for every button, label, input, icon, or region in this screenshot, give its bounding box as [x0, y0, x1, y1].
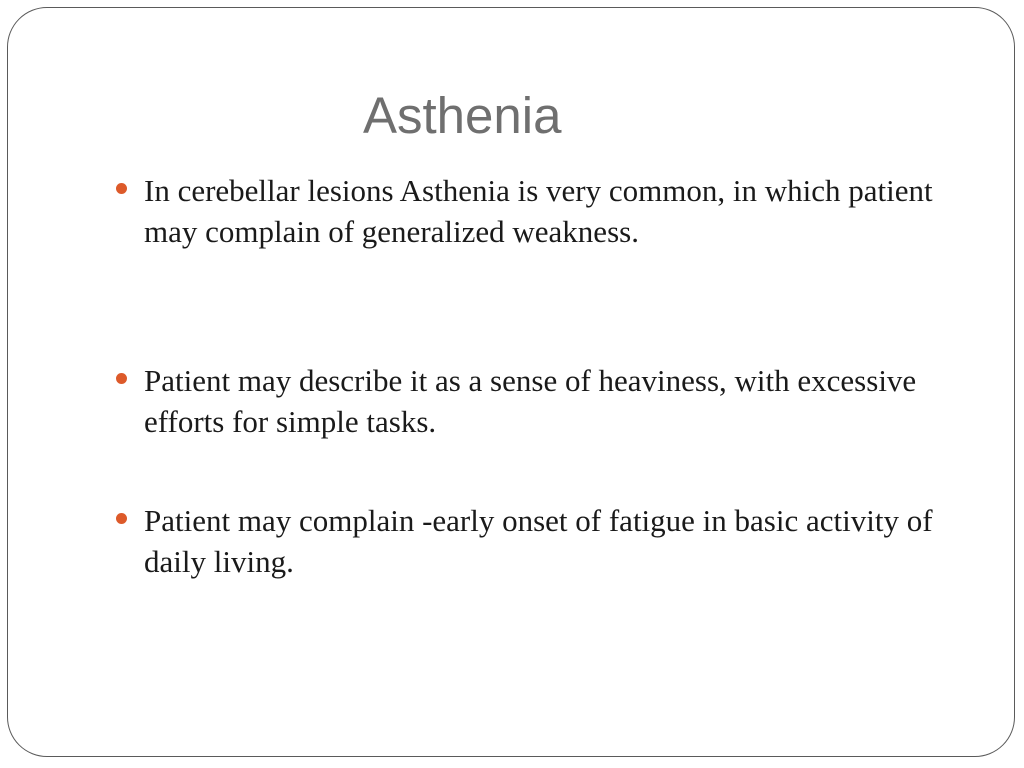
bullet-text: In cerebellar lesions Asthenia is very common, in which patient may complain of generalized weakness.: [144, 173, 933, 249]
bullet-dot-icon: [116, 373, 127, 384]
bullet-text: Patient may complain -early onset of fatigue in basic activity of daily living.: [144, 503, 933, 579]
bullet-dot-icon: [116, 513, 127, 524]
bullet-dot-icon: [116, 183, 127, 194]
slide-title: Asthenia: [363, 87, 562, 144]
bullet-text: Patient may describe it as a sense of heaviness, with excessive efforts for simple tasks.: [144, 363, 917, 439]
